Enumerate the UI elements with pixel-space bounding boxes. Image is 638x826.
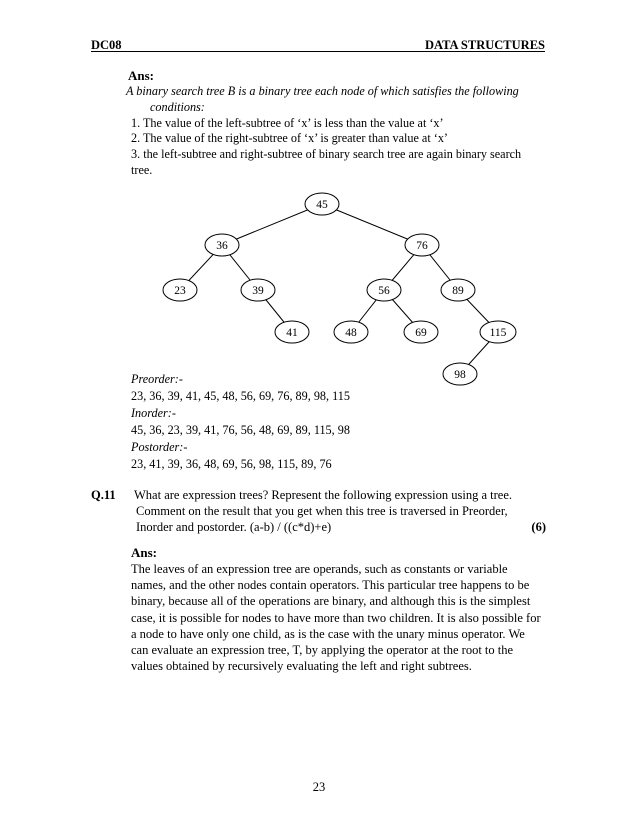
question-text bbox=[134, 487, 546, 535]
page-number: 23 bbox=[312, 780, 326, 794]
tree-node-label: 56 bbox=[378, 285, 390, 297]
answer-line: case, it is possible for nodes to have more than two children. It is also possible for bbox=[131, 610, 541, 625]
condition-1: 1. The value of the left-subtree of ‘x’ is less than the value at ‘x’ bbox=[131, 115, 444, 130]
tree-node-label: 41 bbox=[286, 327, 298, 339]
answer-body bbox=[131, 561, 551, 674]
tree-node-label: 115 bbox=[489, 327, 507, 339]
answer-line: a node to have only one child, as is the case with the unary minus operator. We bbox=[131, 626, 525, 641]
header-right: DATA STRUCTURES bbox=[424, 38, 545, 52]
answer-line: binary, because all of the operations are binary, and although this is the simplest bbox=[131, 594, 531, 609]
postorder-sequence: 23, 41, 39, 36, 48, 69, 56, 98, 115, 89, 76 bbox=[131, 457, 332, 471]
question-line-3: Inorder and postorder. (a-b) / ((c*d)+e) (6) bbox=[136, 520, 546, 534]
question-marks: (6) bbox=[531, 520, 546, 534]
preorder-label: Preorder:- bbox=[131, 372, 183, 386]
definition-line-2: conditions: bbox=[150, 99, 205, 114]
preorder-sequence: 23, 36, 39, 41, 45, 48, 56, 69, 76, 89, 98, 115 bbox=[131, 389, 350, 403]
tree-node-label: 45 bbox=[316, 199, 328, 211]
edge-45-76 bbox=[322, 204, 422, 245]
edge-45-36 bbox=[222, 204, 322, 245]
tree-node-label: 98 bbox=[454, 369, 466, 381]
answer-line: The leaves of an expression tree are operands, such as constants or variable bbox=[131, 562, 508, 576]
answer-label: Ans: bbox=[128, 68, 155, 83]
tree-node-label: 76 bbox=[416, 240, 428, 252]
condition-3: 3. the left-subtree and right-subtree of binary search tree are again binary search bbox=[131, 147, 522, 162]
answer-label-2: Ans: bbox=[131, 545, 158, 560]
condition-3-cont: tree. bbox=[131, 162, 153, 177]
answer-line: values obtained by recursively evaluating the left and right subtrees. bbox=[131, 659, 472, 674]
question-line-1: What are expression trees? Represent the following expression using a tree. bbox=[134, 488, 512, 502]
answer-line: names, and the other nodes contain operators. This particular tree happens to be bbox=[131, 578, 530, 593]
postorder-label: Postorder:- bbox=[131, 440, 188, 454]
tree-node-label: 89 bbox=[452, 285, 464, 297]
traversal-results bbox=[131, 371, 350, 473]
inorder-label: Inorder:- bbox=[131, 406, 176, 420]
answer-line: can evaluate an expression tree, T, by applying the operator at the root to the bbox=[131, 643, 514, 658]
question-number: Q.11 bbox=[91, 488, 116, 502]
question-line-2: Comment on the result that you get when this tree is traversed in Preorder, bbox=[136, 504, 508, 518]
tree-node-label: 36 bbox=[216, 240, 228, 252]
tree-node-label: 48 bbox=[345, 327, 357, 339]
header-left: DC08 bbox=[91, 38, 122, 52]
definition-line-1: A binary search tree B is a binary tree each node of which satisfies the following bbox=[126, 84, 519, 98]
condition-2: 2. The value of the right-subtree of ‘x’ is greater than value at ‘x’ bbox=[131, 131, 448, 146]
inorder-sequence: 45, 36, 23, 39, 41, 76, 56, 48, 69, 89, 115, 98 bbox=[131, 423, 350, 437]
tree-node-label: 23 bbox=[174, 285, 186, 297]
tree-node-label: 69 bbox=[415, 327, 427, 339]
tree-node-label: 39 bbox=[252, 285, 264, 297]
